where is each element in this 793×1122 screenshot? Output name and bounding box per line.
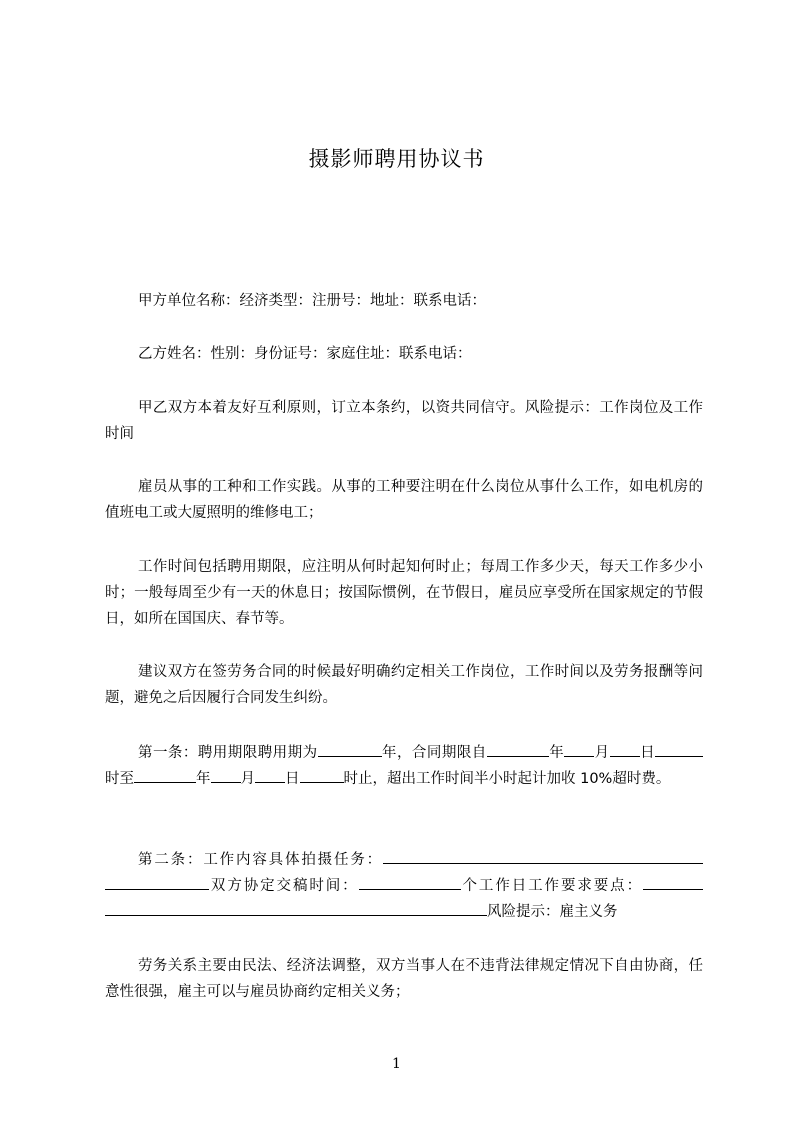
blank-delivery-days[interactable] xyxy=(359,873,461,890)
advice-paragraph: 建议双方在签劳务合同的时候最好明确约定相关工作岗位，工作时间以及劳务报酬等问题，避免之后因履行合同发生纠纷。 xyxy=(105,664,703,706)
article-1-text: 月 xyxy=(240,771,255,787)
article-2-text: 第二条：工作内容具体拍摄任务： xyxy=(138,852,383,868)
blank-shooting-task[interactable] xyxy=(383,847,703,864)
blank-term-years[interactable] xyxy=(318,740,382,757)
labor-paragraph: 劳务关系主要由民法、经济法调整，双方当事人在不违背法律规定情况下自由协商，任意性很强，雇主可以与雇员协商约定相关义务； xyxy=(105,958,703,1000)
article-1 xyxy=(105,740,703,792)
article-1-text: 年 xyxy=(548,745,565,761)
article-1-text: 第一条：聘用期限聘用期为 xyxy=(138,745,318,761)
article-1-text: 日 xyxy=(285,771,300,787)
blank-end-month[interactable] xyxy=(211,766,241,783)
intro-paragraph: 甲乙双方本着友好互利原则，订立本条约，以资共同信守。风险提示：工作岗位及工作时间 xyxy=(105,400,703,442)
article-1-text: 年，合同期限自 xyxy=(381,745,487,761)
page-number: 1 xyxy=(392,1056,401,1072)
blank-requirements-cont[interactable] xyxy=(105,899,487,916)
job-type-paragraph: 雇员从事的工种和工作实践。从事的工种要注明在什么岗位从事什么工作，如电机房的值班电工或大厦照明的维修电工； xyxy=(105,479,703,521)
blank-start-month[interactable] xyxy=(564,740,594,757)
blank-shooting-task-cont[interactable] xyxy=(105,873,209,890)
party-b-info: 乙方姓名：性别：身份证号：家庭住址：联系电话： xyxy=(138,346,472,362)
document-title: 摄影师聘用协议书 xyxy=(308,147,485,171)
blank-end-hour[interactable] xyxy=(300,766,344,783)
article-2-text: 双方协定交稿时间： xyxy=(209,878,359,894)
blank-start-hour[interactable] xyxy=(655,740,703,757)
article-1-text: 时止，超出工作时间半小时起计加收 10%超时费。 xyxy=(343,771,671,787)
blank-start-year[interactable] xyxy=(487,740,549,757)
party-a-info: 甲方单位名称：经济类型：注册号：地址：联系电话： xyxy=(138,293,486,309)
article-2-text: 个工作日工作要求要点： xyxy=(460,878,644,894)
article-2-text: 风险提示：雇主义务 xyxy=(487,904,618,920)
work-time-paragraph: 工作时间包括聘用期限，应注明从何时起知何时止；每周工作多少天，每天工作多少小时；一般每周至少有一天的休息日；按国际惯例，在节假日，雇员应享受所在国家规定的节假日，如所在国国庆、春节等。 xyxy=(105,559,703,627)
blank-start-day[interactable] xyxy=(610,740,640,757)
blank-end-day[interactable] xyxy=(255,766,285,783)
article-1-text: 时至 xyxy=(105,771,134,787)
article-1-text: 月 xyxy=(594,745,610,761)
article-1-text: 年 xyxy=(196,771,211,787)
article-1-text: 日 xyxy=(639,745,656,761)
blank-end-year[interactable] xyxy=(134,766,196,783)
article-2 xyxy=(105,847,703,925)
blank-requirements[interactable] xyxy=(643,873,703,890)
